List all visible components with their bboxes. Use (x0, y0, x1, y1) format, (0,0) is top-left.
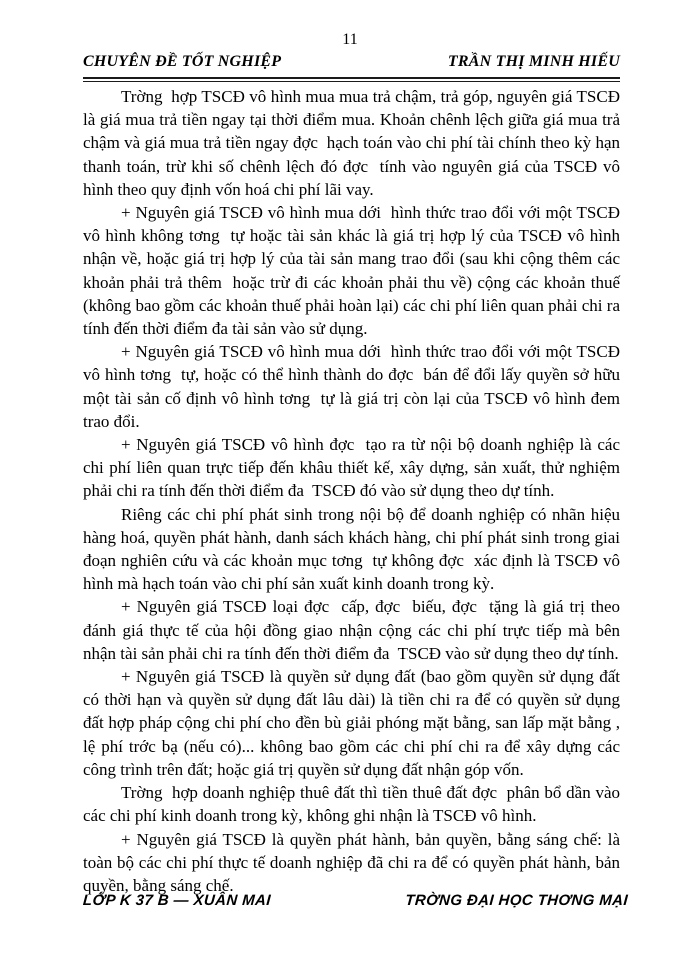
paragraph: + Nguyên giá TSCĐ là quyền phát hành, bản quyền, bằng sáng chế: là toàn bộ các chi phí thực tế doanh nghiệp đã chi ra để có quyền phát hành, bản quyền, bằng sáng chế. (83, 829, 625, 895)
paragraph: + Nguyên giá TSCĐ là quyền sử dụng đất (bao gồm quyền sử dụng đất có thời hạn và quyền sử dụng đất lâu dài) là tiền chi ra để có quyền sử dụng đất hợp pháp cộng chi phí cho đền bù giải phóng mặt bằng, san lấp mặt bằng , lệ phí trớc bạ (nếu có)... không bao gồm các chi phí chi ra để xây dựng các công trình trên đất; hoặc giá trị quyền sử dụng đất nhận góp vốn. (83, 667, 625, 779)
header-divider (83, 77, 620, 82)
footer-left-class: LỚP K 37 B — XUÂN MAI (82, 892, 272, 909)
paragraph: + Nguyên giá TSCĐ vô hình mua dới hình thức trao đổi với một TSCĐ vô hình tơng tự, hoặc có thể hình thành do đợc bán để đổi lấy quyền sở hữu một tài sản cố định vô hình tơng tự là giá trị còn lại của TSCĐ vô hình đem trao đổi. (83, 342, 625, 431)
paragraph: + Nguyên giá TSCĐ vô hình đợc tạo ra từ nội bộ doanh nghiệp là các chi phí liên quan trực tiếp đến khâu thiết kế, xây dựng, sản xuất, thử nghiệm phải chi ra tính đến thời điểm đa TSCĐ đó vào sử dụng theo dự tính. (83, 435, 625, 501)
page-footer (82, 892, 628, 909)
header-left-title: CHUYÊN ĐỀ TỐT NGHIỆP (83, 53, 282, 70)
footer-right-university: TRỜNG ĐẠI HỌC THƠNG MẠI (404, 892, 629, 909)
page-header (83, 53, 620, 71)
page-number: 11 (342, 31, 358, 48)
paragraph: + Nguyên giá TSCĐ loại đợc cấp, đợc biếu, đợc tặng là giá trị theo đánh giá thực tế của hội đồng giao nhận cộng các chi phí trực tiếp mà bên nhận tài sản phải chi ra tính đến thời điểm đa TSCĐ vào sử dụng theo dự tính. (83, 597, 625, 663)
document-body (83, 85, 625, 897)
paragraph: Trờng hợp doanh nghiệp thuê đất thì tiền thuê đất đợc phân bổ dần vào các chi phí kinh doanh trong kỳ, không ghi nhận là TSCĐ vô hình. (83, 783, 625, 826)
paragraph: Trờng hợp TSCĐ vô hình mua mua trả chậm, trả góp, nguyên giá TSCĐ là giá mua trả tiền ngay tại thời điểm mua. Khoản chênh lệch giữa giá mua trả chậm và giá mua trả tiền ngay đợc hạch toán vào chi phí tài chính theo kỳ hạn thanh toán, trừ khi số chênh lệch đó đợc tính vào nguyên giá của TSCĐ vô hình theo quy định vốn hoá chi phí lãi vay. (83, 87, 625, 199)
header-right-author: TRẦN THỊ MINH HIẾU (447, 53, 620, 70)
paragraph: + Nguyên giá TSCĐ vô hình mua dới hình thức trao đổi với một TSCĐ vô hình không tơng tự hoặc tài sản khác là giá trị hợp lý của TSCĐ vô hình nhận về, hoặc giá trị hợp lý của tài sản mang trao đổi (sau khi cộng thêm các khoản phải trả thêm hoặc trừ đi các khoản phải thu về) cộng các khoản thuế (không bao gồm các khoản thuế phải hoàn lại) các chi phí liên quan phải chi ra tính đến thời điểm đa tài sản vào sử dụng. (83, 203, 625, 339)
paragraph: Riêng các chi phí phát sinh trong nội bộ để doanh nghiệp có nhãn hiệu hàng hoá, quyền phát hành, danh sách khách hàng, chi phí phát sinh trong giai đoạn nghiên cứu và các khoản mục tơng tự không đợc xác định là TSCĐ vô hình mà hạch toán vào chi phí sản xuất kinh doanh trong kỳ. (83, 504, 625, 594)
